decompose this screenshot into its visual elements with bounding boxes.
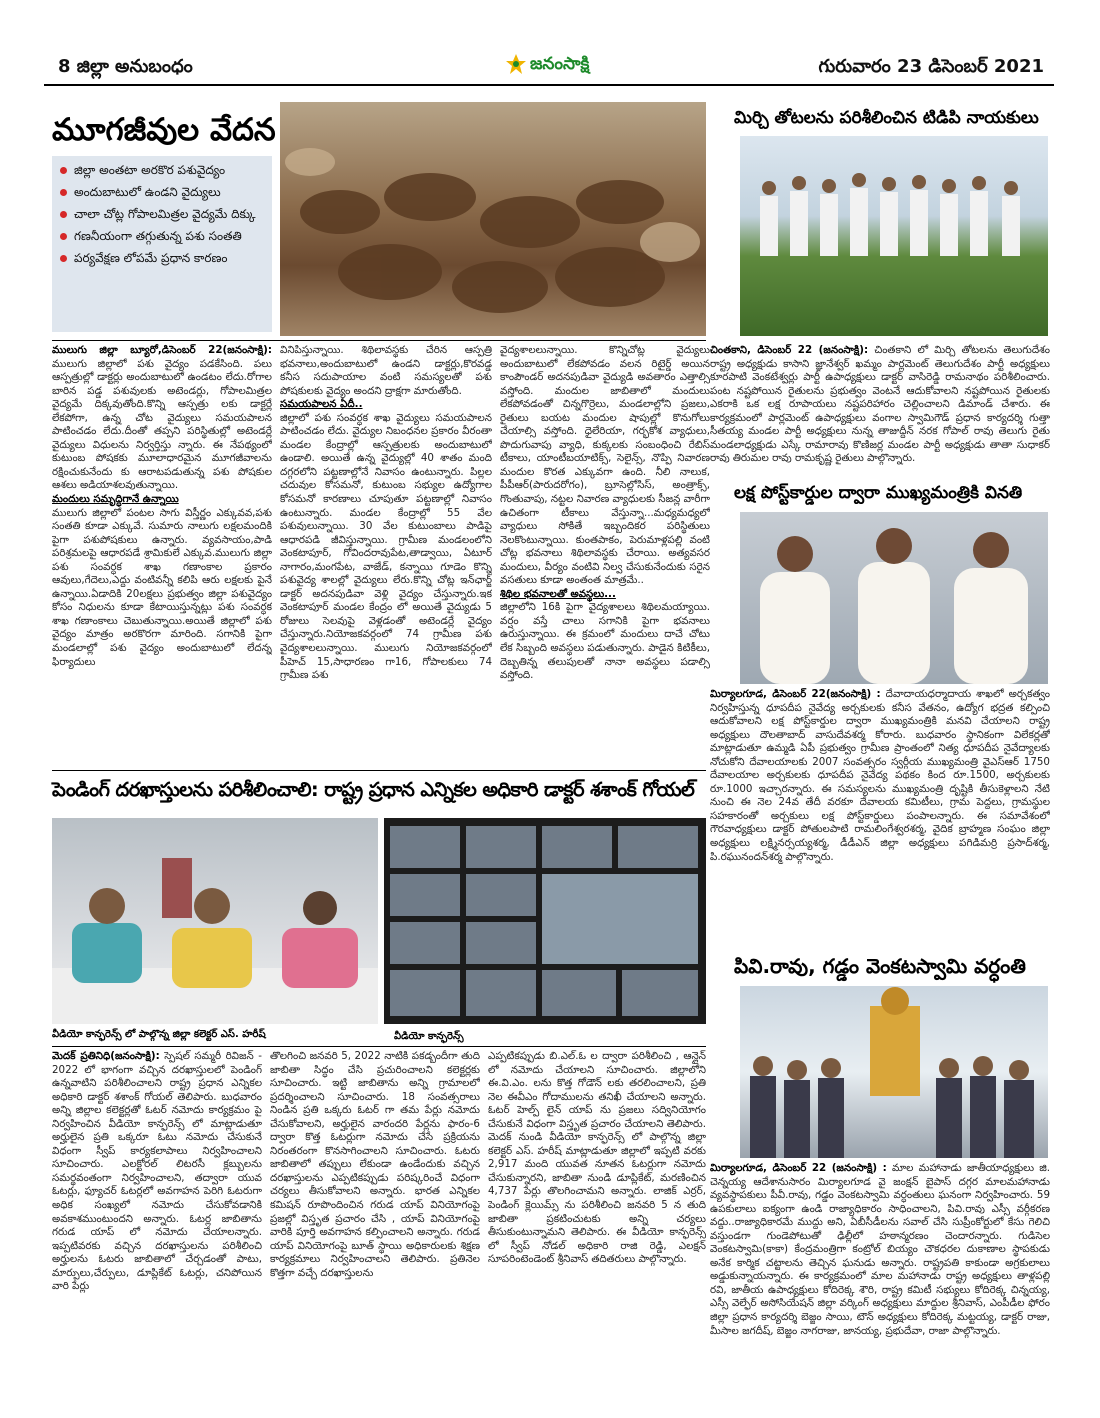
- article-chilli-title: మిర్చి తోటలను పరిశీలించిన టిడిపి నాయకులు: [734, 108, 1039, 128]
- highlight-item: పర్యవేక్షణ లోపమే ప్రధాన కారణం: [60, 250, 264, 266]
- article-postcard-text: [710, 688, 1050, 952]
- article-cows-subhead: మందులు సమృద్ధిగానే ఉన్నాయి: [52, 493, 179, 506]
- article-postcard-body: దేవాదాయధర్మాదాయ శాఖలో అర్చకత్వం నిర్వహిస్తున్న ధూపదీప నైవేద్య అర్చకులకు కనీస వేతనం, ఉద్యోగ భద్రత కల్పించి ఆదుకోవాలని లక్ష పోస్ట్‌కార్డుల ద్వారా ముఖ్యమంత్రికి మనవి చేయాలని రాష్ట్ర అధ్యక్షులు దౌలతాబాద్ వాసుదేవశర్మ కోరారు. బుధవారం స్థానికంగా విలేకర్లతో మాట్లాడుతూ ఉమ్మడి ఏపీ ప్రభుత్వం గ్రామీణ ప్రాంతంలో నిత్య ధూపదీప నైవేద్యాలకు నోచుకోని దేవాలయాలకు 2007 సంవత్సరం స్వర్గీయ ముఖ్యమంత్రి వైఎస్ఆర్ 1750 దేవాలయాల అర్చకులకు ధూపదీప నైవేద్య పథకం కింద రూ.1500, అర్చకులకు రూ.1000 ఇచ్చారన్నారు. ఈ సమస్యలను ముఖ్యమంత్రి దృష్టికి తీసుకెళ్లాలని నేటి నుంచి ఈ నెల 24వ తేదీ వరకూ దేవాలయ కమిటీలు, గ్రామ పెద్దలు, గ్రామస్థుల సహకారంతో అర్చకులు లక్ష పోస్ట్‌కార్డులు పంపాలన్నారు. ఈ సమావేశంలో గౌరవాధ్యక్షులు డాక్టర్ పోతులపాటి రామలింగేశ్వరశర్మ, వైదిక బ్రాహ్మణ సంఘం జిల్లా అధ్యక్షులు లక్ష్మినర్సయ్యశర్మ, డీడీఎన్ జిల్లా అధ్యక్షులు పగిడిమర్రి ప్రసాద్‌శర్మ, పి.రఘునందన్‌శర్మ పాల్గొన్నారు.: [710, 688, 1050, 863]
- divider: [52, 1046, 706, 1047]
- page-section-label: 8 జిల్లా అనుబంధం: [58, 56, 193, 77]
- article-cows-text: ములుగు జిల్లాలో పంటల సాగు విస్తీర్ణం ఎక్కువవ,పశు సంతతి కూడా ఎక్కువే. సుమారు నాలుగు లక్షలమందికి పైగా పశుపోషకులు ఉన్నారు. వ్యవసాయం,పాడి పరిశ్రమలపై ఆధారపడే శ్రామికులే ఎక్కువ.ములుగు జిల్లా పశు సంవర్ధక శాఖ గణాంకాల ప్రకారం ఆవులు,గేదెలు,ఎద్దు వంటివన్నీ కలిపి ఆరు లక్షలకు పైనే ఉన్నాయి.ఏడాదికి 20లక్షలు ప్రభుత్వం జిల్లా పశువైద్యం కోసం నిధులను కూడా కేటాయిస్తున్నట్లు పశు సంవర్ధక శాఖ గణాంకాలు చెబుతున్నాయి.అయితే జిల్లాలో పశు వైద్యం మాత్రం అరకొరగా మారింది. సగానికి పైగా మండలాల్లో పశు వైద్యం అందుబాటులో లేదన్న ఫిర్యాదులు: [52, 506, 272, 668]
- priests-photo: [740, 512, 1048, 684]
- highlight-item: గణనీయంగా తగ్గుతున్న పశు సంతతి: [60, 228, 264, 244]
- article-memorial-body: మాల మహానాడు జాతీయాధ్యక్షులు జి. చెన్నయ్య ఆదేశానుసారం మిర్యాలగూడ వై జంక్షన్ బైపాస్ దగ్గర మాలమహానాడు వ్యవస్థాపకులు పీవీ.రావు, గడ్డం వెంకటస్వామి వర్ధంతులు ఘనంగా నిర్వహించారు. 59 ఉపకులాలు ఐక్యంగా ఉండి రాజ్యాధికారం సాధించాలని, పివి.రావు ఎస్సీ వర్గీకరణ వద్దు..రాజ్యాధికారమే ముద్దు అని, ఏబీసీడీలను సవాల్ చేసి సుప్రీంకోర్టులో కేసు గెలిచి వస్తుండగా గుండెపోటుతో ఢిల్లీలో హఠాన్మరణం చెందారన్నారు. గుడిసెల వెంకటస్వామి(కాకా) కేంద్రమంత్రిగా కంట్రోల్ బియ్యం చౌకధరల దుకాణాల స్థాపకుడు అనేక కార్మిక చట్టాలను తెచ్చిన ఘనుడు అన్నారు. రాష్ట్రపతి కాకుండా అగ్రకులాలు అడ్డుకున్నాయన్నారు. ఈ కార్యక్రమంలో మాల మహానాడు రాష్ట్ర అధ్యక్షులు తాళ్లపల్లి రవి, జాతీయ ఉపాధ్యక్షులు కోదిరెక్క శౌరి, రాష్ట్ర కమిటీ సభ్యులు కోదిరెక్క చిన్నయ్య, ఎస్సీ వెల్ఫేర్ అసోసియేషన్ జిల్లా వర్కింగ్ అధ్యక్షులు మాద్దుల శ్రీనివాస్, ఎంపీడీల ఫోరం జిల్లా ప్రధాన కార్యదర్శి బెజ్జం సాయి, టౌన్ అధ్యక్షులు కోదిరెక్క మట్టయ్య, డాక్టర్ రాజు, మీసాల జగదీష్, బెజ్జం నాగరాజు, జానయ్య, ప్రభుదేవా, రాజా పాల్గొన్నారు.: [710, 1162, 1050, 1337]
- article-cows-col1: [52, 344, 272, 768]
- newspaper-page: [44, 46, 1054, 1396]
- article-chilli-dateline: చింతకాని, డిసెంబర్ 22 (జనంసాక్షి):: [710, 344, 869, 356]
- priests-illustration: [740, 512, 1048, 684]
- article-chilli-body: చింతకాని లో మిర్చి తోటలను తెలుగుదేశం రాష్ట్ర అధ్యక్షుడు కాసాని జ్ఞానేశ్వర్ ఖమ్మం పార్లమెంట్ తెలుగుదేశం పార్టీ అధ్యక్షులు కూరపాటి వెంకటేశ్వర్లు పార్టీ ఉపాధ్యక్షులు డాక్టర్ వాసిరెడ్డి రామనాథం పరిశీలించారు. పంట నష్టపోయిన రైతులను ప్రభుత్వం వెంటనే ఆదుకోవాలని నష్టపోయిన రైతులకు ఎకరాకి ఒక లక్ష రూపాయలు నష్టపరిహారం చెల్లించాలని డిమాండ్ చేశారు. ఈ కార్యక్రమంలో పార్లమెంట్ ఉపాధ్యక్షులు వంగాల స్వామిగౌడ్ ప్రధాన కార్యదర్శి గుత్తా సీతయ్య మండల పార్టీ అధ్యక్షులు నున్న తాజుద్దీన్ నరక గోపాల్ రావు తెలుగు రైతు మండలాధ్యక్షుడు ఎస్కే రామారావు కొణిజర్ల మండల పార్టీ అధ్యక్షుడు తాతా సుధాకర్ రావు తిరుమల రావు రామకృష్ణ రైతులు పాల్గొన్నారు.: [710, 344, 1050, 465]
- logo-icon: [504, 52, 528, 76]
- statue-illustration: [740, 986, 1048, 1158]
- officials-illustration: [52, 818, 378, 1024]
- divider: [52, 770, 706, 771]
- article-postcard-dateline: మిర్యాలగూడ, డిసెంబర్ 22(జనంసాక్షి) :: [710, 688, 881, 700]
- article-election-text: స్పెషల్ సమ్మరీ రివిజన్ - 2022 లో భాగంగా వచ్చిన దరఖాస్తులలో పెండింగ్ ఉన్నవాటిని పరిశీలించాలని రాష్ట్ర ప్రధాన ఎన్నికల అధికారి డాక్టర్ శశాంక్ గోయల్ తెలిపారు. బుధవారం అన్ని జిల్లాల కలెక్టర్లతో ఓటర్ నమోదు కార్యక్రమం పై నిర్వహించిన వీడియో కాన్ఫరెన్స్ లో మాట్లాడుతూ అర్హులైన ప్రతి ఒక్కరూ ఓటు నమోదు చేసుకునే విధంగా స్వీప్ కార్యకలాపాలు నిర్వహించాలని సూచించారు. ఎలక్టోరల్ లిటరసీ క్లబ్బులను సమర్థవంతంగా నిర్వహించాలని, తద్వారా యువ ఓటర్లు, ఫ్యూచర్ ఓటర్లలో అవగాహన పెరిగి ఓటరుగా అధిక సంఖ్యలో నమోదు చేసుకోవడానికి అవకాశముంటుందని అన్నారు. ఓటర్ల జాబితాను గరుడ యాప్ లో నమోదు చేయాలన్నారు. ఇప్పటివరకు వచ్చిన దరఖాస్తులను పరిశీలించి అర్హులను ఓటరు జాబితాలో చేర్చడంతో పాటు, మార్పులు,చేర్పులు, డూప్లికేట్ ఓటర్లు, చనిపోయిన వారి పేర్లు: [52, 1050, 262, 1293]
- cows-photo: [280, 102, 706, 336]
- people-illustration: [740, 136, 1048, 336]
- article-cows-text: జిల్లాలోని 16కి పైగా వైద్యశాలలు శిథిలమయ్యాయి. వర్షం వస్తే చాలు సగానికి పైగా భవనాలు ఉరుస్తున్నాయి. ఈ క్రమంలో మందులు దాచే చోటు లేక సిబ్బంది అవస్థలు పడుతున్నారు. పాడైన కిటికీలు, దెబ్బతిన్న తలుపులతో నానా అవస్థలు పడాల్సి వస్తోంది.: [500, 601, 710, 682]
- article-postcard-title: లక్ష పోస్ట్‌కార్డుల ద్వారా ముఖ్యమంత్రికి వినతి: [734, 483, 1023, 503]
- highlight-item: జిల్లా అంతటా అరకొర పశువైద్యం: [60, 162, 264, 178]
- page-date: గురువారం 23 డిసెంబర్ 2021: [818, 56, 1044, 77]
- article-cows-subhead: సమయపాలన ఏదీ..: [280, 398, 363, 411]
- article-memorial-text: [710, 1162, 1050, 1394]
- article-cows-title: మూగజీవుల వేదన: [52, 112, 276, 148]
- video-conference-photo: [384, 818, 706, 1024]
- article-chilli-text: [710, 344, 1050, 478]
- video-conference-caption: వీడియో కాన్ఫరెన్స్: [394, 1031, 464, 1042]
- article-cows-col3: [500, 344, 710, 768]
- cows-illustration: [280, 102, 706, 336]
- article-election-text: తొలగించి జనవరి 5, 2022 నాటికి పకడ్బందీగా తుది జాబితా సిద్ధం చేసి ప్రచురించాలని కలెక్టర్లకు సూచించారు. ఇట్టి జాబితాను అన్ని గ్రామాలలో ప్రదర్శించాలని సూచించారు. 18 సంవత్సరాలు నిండిన ప్రతి ఒక్కరు ఓటర్ గా తమ పేర్లు నమోదు చేసుకోవాలని, అర్హులైన వారందరి పేర్లను ఫారం-6 ద్వారా కొత్త ఓటర్లుగా నమోదు చేసే ప్రక్రియను నిరంతరంగా కొనసాగించాలని సూచించారు. ఓటరు జాబితాలో తప్పులు లేకుండా ఉండేందుకు వచ్చిన దరఖాస్తులను ఎప్పటికప్పుడు పరిష్కరించే విధంగా చర్యలు తీసుకోవాలని అన్నారు. భారత ఎన్నికల కమిషన్ రూపొందించిన గరుడ యాప్ వినియోగంపై ప్రజల్లో విస్తృత ప్రచారం చేసి , యాప్ వినియోగంపై వారికి పూర్తి అవగాహన కల్పించాలని అన్నారు. గరుడ యాప్ వినియోగంపై బూత్ స్థాయి అధికారులకు శిక్షణ కార్యక్రమాలు నిర్వహించాలని తెలిపారు. ప్రతినెల కొత్తగా వచ్చే దరఖాస్తులను: [270, 1050, 480, 1279]
- collector-photo-caption: వీడియో కాన్ఫరెన్స్ లో పాల్గొన్న జిల్లా కలెక్టర్ ఎస్. హరీష్: [52, 1029, 266, 1040]
- article-cows-text: వినిపిస్తున్నాయి. శిథిలావస్థకు చేరిన ఆస్పత్రి భవనాలు,అందుబాటులో ఉండని డాక్టర్లు,కొరవడ్డ కనీస సదుపాయాల వంటి సమస్యలతో పశు పోషకులకు వైద్యం అందని ద్రాక్షగా మారుతోంది.: [280, 344, 492, 397]
- chilli-field-photo: [740, 136, 1048, 336]
- article-election-col3: [488, 1050, 706, 1390]
- article-cows-text: జిల్లాలో పశు సంవర్ధక శాఖ వైద్యులు సమయపాలన పాటించడం లేదు. వైద్యుల నిబంధనల ప్రకారం వీరంతా మండల కేంద్రాల్లో ఆస్పత్రులకు అందుబాటులో ఉండాలి. అయితే ఉన్న వైద్యుల్లో 40 శాతం మంది దగ్గరలోని పట్టణాల్లోనే నివాసం ఉంటున్నారు. పిల్లల చదువుల కోసమనో, కుటుంబ సభ్యుల ఉద్యోగాల కోసమనో కారణాలు చూపుతూ పట్టణాల్లో నివాసం ఉంటున్నారు. మండల కేంద్రాల్లో 55 వేల పశువులున్నాయి. 30 వేల కుటుంబాలు పాడిపై ఆధారపడి జీవిస్తున్నాయి. గ్రామీణ మండలంలోని వెంకటాపూర్, గోవిందరావుపేట,తాడ్వాయి, ఏటూర్ నాగారం,మంగపేట, వాజేడ్, కన్నాయి గూడెం కొన్ని పశువైద్య శాలల్లో వైద్యులు లేరు.కొన్ని చోట్ల ఇన్‌ఛార్జ్ డాక్టర్ అదనపుడివా వెళ్లి వైద్యం చేస్తున్నారు.ఇక వెంకటాపూర్ మండల కేంద్రం లో అయితే వైద్యుడు 5 రోజులు సెలవుపై వెళ్లడంతో అటెండర్లే వైద్యం చేస్తున్నారు.నియోజకవర్గంలో 74 గ్రామీణ పశు వైద్యశాలలున్నాయి. ములుగు నియోజకవర్గంలో పీహెచ్ 15,సాధారణం గా16, గోపాలకులు 74 గ్రామీణ పశు: [280, 411, 492, 682]
- article-memorial-title: పివి.రావు, గడ్డం వెంకటస్వామి వర్ధంతి: [734, 954, 1026, 978]
- page-header: [44, 46, 1054, 86]
- newspaper-logo: [504, 48, 614, 82]
- article-memorial-dateline: మిర్యాలగూడ, డిసెంబర్ 22 (జనంసాక్షి) :: [710, 1162, 887, 1174]
- article-cows-text: వైద్యశాలలున్నాయి. కొన్నిచోట్ల వైద్యులు అందుబాటులో లేకపోవడం వలన రిటైర్డ్ అయిన కాంపౌండర్ అదనపుడివా వైద్యుడి అవతారం ఎత్తాల్సి వస్తోంది. మందుల జాబితాలో మందులు లేకపోవడంతో చిన్నగొర్రెలు, మండలాల్లోని ప్రజలు, రైతులు బయట మందుల షాపుల్లో కొనుగోలు చేయాల్సి వస్తోంది. ధైలేరియా, గర్భకోశ వ్యాధులు, పొదుగువాపు వ్యాధి, కుక్కలకు సంబంధించి రేబిస్ టీకాలు, యాంటీబయాటిక్స్, సెలైన్స్, నొప్పి నివారణ మందుల కొరత ఎక్కువగా ఉంది. నీలి నాలుక, పీపీఆర్(పారుదరోగం), బ్రూసెల్లోసిస్, అంత్రాక్స్, గొంతువాపు, నట్టల నివారణ వ్యాధులకు సీజన్ల వారీగా ఉచితంగా టీకాలు వేస్తున్నా...మధ్యమధ్యలో వ్యాధులు సోకితే ఇబ్బందికర పరిస్థితులు నెలకొంటున్నాయి. కుంతపాకం, పెరుమాళ్లపల్లి వంటి చోట్ల భవనాలు శిథిలావస్థకు చేరాయి. అత్యవసర మందులు, వీర్యం వంటివి నిల్వ చేసుకునేందుకు సరైన వసతులు కూడా అంతంత మాత్రమే..: [500, 344, 710, 587]
- article-election-dateline: మెదక్ ప్రతినిధి(జనంసాక్షి):: [52, 1050, 160, 1062]
- article-cows-col2: [280, 344, 492, 768]
- article-cows-text: ములుగు జిల్లాలో పశు వైద్యం పడకేసింది. పలు ఆస్పత్రుల్లో డాక్టర్లు అందుబాటులో ఉండటం లేదు.రోగాల బారిన పడ్డ పశువులకు అటెండర్లు, గోపాలమిత్రల వైద్యమే దిక్కవుతోంది.కొన్ని ఆస్పత్రు లకు డాక్టర్లే లేకపోగా, ఉన్న చోట వైద్యులు సమయపాలన పాటించడం లేదు.దీంతో తప్పని పరిస్థితుల్లో అటెండర్లే వైద్యులు విధులను నిర్వర్తిస్తు న్నారు. ఈ నేపథ్యంలో కుటుంబ పోషకకు మూలాధారమైన మూగజీవాలను రక్షించుకునేందు కు ఆరాటపడుతున్న పశు పోషకుల ఆశలు అడియాశలవుతున్నాయి.: [52, 357, 272, 492]
- article-election-title: పెండింగ్ దరఖాస్తులను పరిశీలించాలి: రాష్ట్ర ప్రధాన ఎన్నికల అధికారి డాక్టర్ శశాంక్ గోయల్: [52, 778, 695, 801]
- highlight-item: చాలా చోట్ల గోపాలమిత్రల వైద్యమే దిక్కు: [60, 206, 264, 222]
- highlight-item: అందుబాటులో ఉండని వైద్యులు: [60, 184, 264, 200]
- article-cows-subhead: శిథిల భవనాలతో అవస్థలు...: [500, 587, 616, 600]
- article-cows-highlights: [52, 156, 272, 332]
- video-grid-illustration: [384, 818, 706, 1024]
- collector-photo: [52, 818, 378, 1024]
- article-election-col2: [270, 1050, 480, 1390]
- article-cows-dateline: ములుగు జిల్లా బ్యూరో,డిసెంబర్ 22(జనంసాక్షి):: [52, 344, 272, 356]
- article-election-col1: [52, 1050, 262, 1390]
- logo-text: జనంసాక్షి: [530, 54, 590, 74]
- memorial-photo: [740, 986, 1048, 1158]
- article-election-text: ఎప్పటికప్పుడు బి.ఎల్.ఓ ల ద్వారా పరిశీలించి , ఆన్లైన్ లో నమోదు చేయాలని సూచించారు. జిల్లాలోని ఈ.వి.ఎం. లను కొత్త గోడౌన్ లకు తరలించాలని, ప్రతి నెల ఈవీఎం గోదాములను తనిఖీ చేయాలని అన్నారు. ఓటర్ హెల్ప్ లైన్ యాప్ ను ప్రజలు సద్వినియోగం చేసుకునే విధంగా విస్తృత ప్రచారం చేయాలని తెలిపారు. మెదక్ నుండి వీడియో కాన్ఫరెన్స్ లో పాల్గొన్న జిల్లా కలెక్టర్ ఎస్. హరీష్ మాట్లాడుతూ జిల్లాలో ఇప్పటి వరకు 2,917 మంది యువత నూతన ఓటర్లుగా నమోదు చేసుకున్నారని, జాబితా నుండి డూప్లికేట్, మరణించిన 4,737 పేర్లు తొలగించామని అన్నారు. లాజిక్ ఎర్రర్, పెండింగ్ క్లెయిమ్స్ ను పరిశీలించి జనవరి 5 న తుది జాబితా ప్రకటించుటకు అన్ని చర్యలు తీసుకుంటున్నామని తెలిపారు. ఈ వీడియో కాన్ఫరెన్స్ లో స్వీప్ నోడల్ అధికారి రాజి రెడ్డి, ఎలక్షన్ సూపరింటెండెంట్ శ్రీనివాస్ తదితరులు పాల్గొన్నారు.: [488, 1050, 706, 1266]
- divider: [52, 340, 706, 341]
